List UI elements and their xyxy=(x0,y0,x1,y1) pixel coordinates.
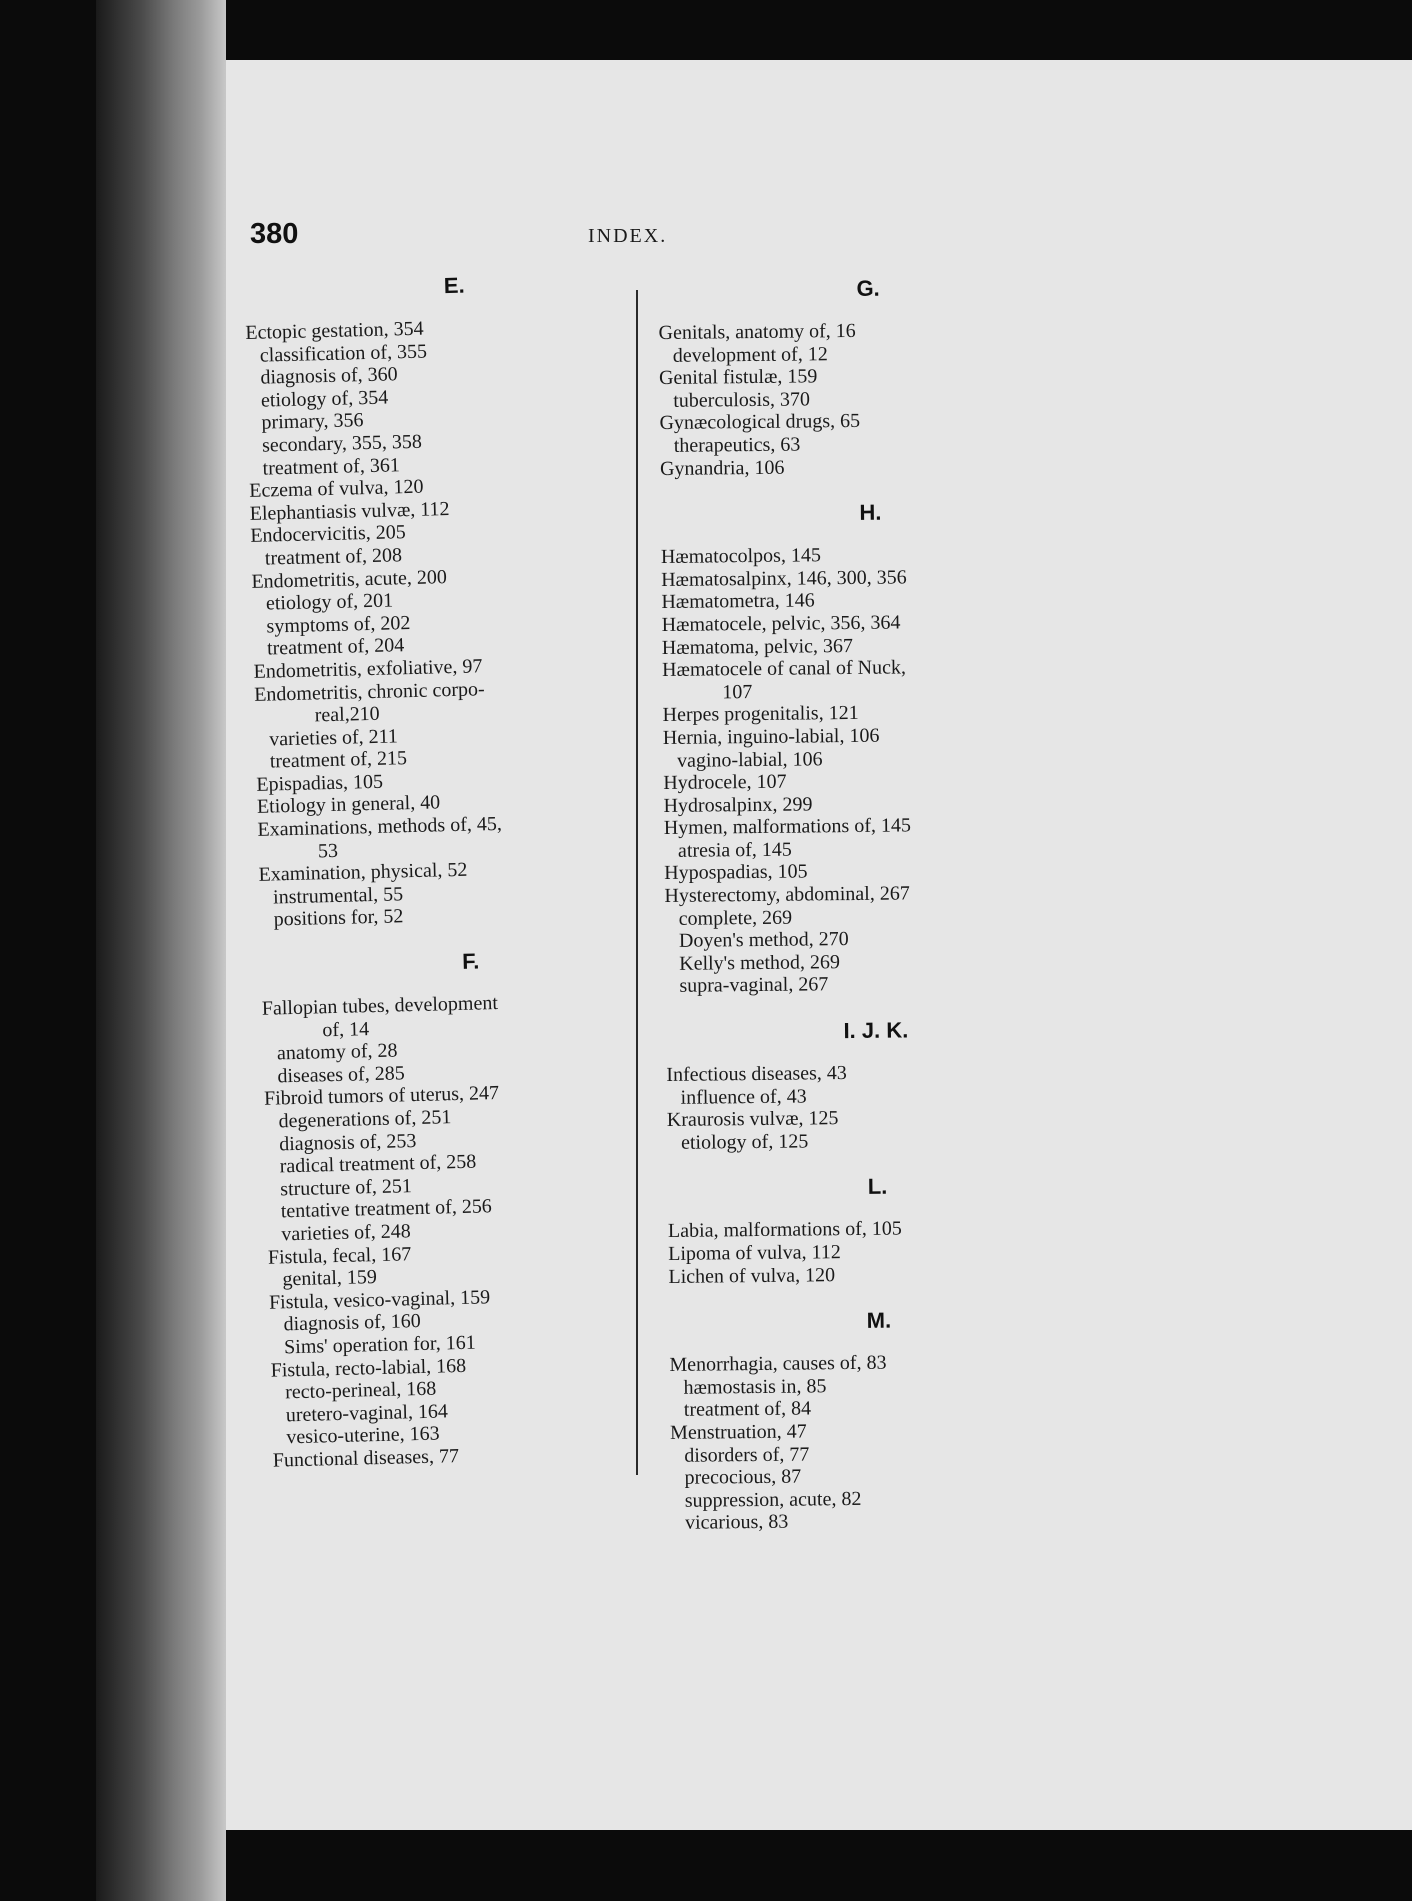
index-subentry: Doyen's method, 270 xyxy=(678,928,849,953)
index-subentry: radical treatment of, 258 xyxy=(279,1150,477,1178)
section-letter-heading: M. xyxy=(866,1307,892,1334)
index-entry: Fistula, recto-labial, 168 xyxy=(270,1354,467,1382)
index-entry: Menorrhagia, causes of, 83 xyxy=(669,1351,887,1377)
running-head: INDEX. xyxy=(588,225,668,247)
index-subentry: treatment of, 84 xyxy=(683,1397,812,1422)
index-entry: Functional diseases, 77 xyxy=(272,1445,460,1472)
index-entry: Eczema of vulva, 120 xyxy=(248,475,424,503)
index-subentry: positions for, 52 xyxy=(273,905,404,931)
index-entry: Hysterectomy, abdominal, 267 xyxy=(664,882,910,908)
index-subentry: uretero-vaginal, 164 xyxy=(285,1400,449,1427)
index-subentry: anatomy of, 28 xyxy=(276,1039,398,1065)
index-entry: Genitals, anatomy of, 16 xyxy=(658,319,856,344)
index-subentry: vagino-labial, 106 xyxy=(676,747,823,772)
index-section xyxy=(244,268,680,932)
index-section xyxy=(666,1016,1087,1155)
index-entry: Lichen of vulva, 120 xyxy=(668,1263,836,1288)
index-subentry: treatment of, 361 xyxy=(262,453,401,480)
index-subentry: complete, 269 xyxy=(678,906,793,930)
index-section xyxy=(261,944,694,1473)
index-entry: Labia, malformations of, 105 xyxy=(667,1217,902,1243)
index-entry: Menstruation, 47 xyxy=(669,1420,807,1444)
page-number: 380 xyxy=(250,218,299,250)
index-column-left xyxy=(244,268,694,1494)
book-page-edges xyxy=(96,0,226,1901)
index-subentry: precocious, 87 xyxy=(684,1465,802,1489)
index-entry-continuation: 107 xyxy=(722,680,753,704)
index-entry: Infectious diseases, 43 xyxy=(666,1062,847,1086)
index-entry: Ectopic gestation, 354 xyxy=(245,317,424,344)
index-entry: Hernia, inguino-labial, 106 xyxy=(662,724,880,749)
index-entry-continuation: real,210 xyxy=(314,702,380,727)
index-subentry: treatment of, 208 xyxy=(264,544,403,570)
index-subentry: secondary, 355, 358 xyxy=(261,430,423,457)
index-entry-continuation: 53 xyxy=(317,839,339,863)
index-entry: Hydrocele, 107 xyxy=(663,770,787,795)
index-entry: Endometritis, acute, 200 xyxy=(251,565,448,593)
index-entry: Fistula, fecal, 167 xyxy=(267,1242,412,1269)
index-subentry: structure of, 251 xyxy=(280,1174,413,1201)
index-subentry: diagnosis of, 253 xyxy=(278,1129,417,1155)
index-subentry: treatment of, 215 xyxy=(269,747,408,773)
index-subentry: supra-vaginal, 267 xyxy=(679,973,829,998)
index-subentry: etiology of, 201 xyxy=(265,589,394,615)
index-subentry: instrumental, 55 xyxy=(272,883,404,909)
index-entry: Epispadias, 105 xyxy=(256,770,384,796)
index-subentry: genital, 159 xyxy=(282,1266,378,1291)
index-subentry: Sims' operation for, 161 xyxy=(283,1331,477,1359)
index-subentry: varieties of, 248 xyxy=(281,1220,412,1246)
index-entry-continuation: of, 14 xyxy=(322,1017,370,1041)
index-subentry: vicarious, 83 xyxy=(684,1511,789,1535)
index-entry: Gynæcological drugs, 65 xyxy=(659,410,861,435)
index-subentry: atresia of, 145 xyxy=(677,838,792,862)
index-subentry: development of, 12 xyxy=(672,342,828,367)
index-subentry: disorders of, 77 xyxy=(684,1443,810,1467)
index-subentry: tentative treatment of, 256 xyxy=(280,1195,493,1223)
index-subentry: vesico-uterine, 163 xyxy=(286,1422,440,1449)
index-entry: Examinations, methods of, 45, xyxy=(257,812,503,841)
index-entry: Hypospadias, 105 xyxy=(664,860,808,885)
index-subentry: therapeutics, 63 xyxy=(673,433,801,457)
index-subentry: etiology of, 125 xyxy=(680,1130,809,1154)
index-section xyxy=(669,1306,1091,1535)
index-entry: Herpes progenitalis, 121 xyxy=(662,702,859,727)
index-entry: Hæmatometra, 146 xyxy=(661,589,815,614)
index-entry: Lipoma of vulva, 112 xyxy=(668,1241,841,1265)
index-subentry: diseases of, 285 xyxy=(277,1062,405,1088)
index-subentry: primary, 356 xyxy=(261,409,364,434)
index-entry: Elephantiasis vulvæ, 112 xyxy=(249,497,450,525)
index-entry: Hæmatocele, pelvic, 356, 364 xyxy=(661,611,901,636)
index-subentry: hæmostasis in, 85 xyxy=(683,1375,827,1399)
section-letter-heading: G. xyxy=(856,275,880,301)
index-entry: Endometritis, exfoliative, 97 xyxy=(253,655,483,683)
index-entry: Kraurosis vulvæ, 125 xyxy=(666,1107,839,1132)
index-entry: Fistula, vesico-vaginal, 159 xyxy=(268,1286,491,1314)
index-entry: Hæmatosalpinx, 146, 300, 356 xyxy=(661,566,907,591)
index-entry: Endometritis, chronic corpo- xyxy=(253,677,485,706)
index-entry: Gynandria, 106 xyxy=(659,456,785,480)
index-subentry: etiology of, 354 xyxy=(260,386,389,412)
index-subentry: varieties of, 211 xyxy=(269,725,399,751)
index-subentry: Kelly's method, 269 xyxy=(679,950,841,975)
section-letter-heading: H. xyxy=(859,499,882,526)
index-subentry: influence of, 43 xyxy=(680,1085,807,1109)
section-letter-heading: E. xyxy=(443,272,465,299)
index-entry: Genital fistulæ, 159 xyxy=(658,365,818,390)
index-entry: Hymen, malformations of, 145 xyxy=(663,814,912,840)
index-section xyxy=(660,498,1085,998)
section-letter-heading: L. xyxy=(867,1174,888,1200)
section-letter-heading: F. xyxy=(461,948,480,974)
index-column-right xyxy=(658,274,1091,1557)
page-bottom-shadow xyxy=(226,1830,1412,1901)
index-subentry: diagnosis of, 360 xyxy=(260,363,398,389)
index-subentry: treatment of, 204 xyxy=(266,634,405,660)
index-subentry: tuberculosis, 370 xyxy=(673,388,811,412)
index-entry: Fibroid tumors of uterus, 247 xyxy=(263,1082,500,1111)
index-subentry: symptoms of, 202 xyxy=(266,611,411,638)
index-entry: Endocervicitis, 205 xyxy=(250,521,407,548)
index-subentry: classification of, 355 xyxy=(259,340,428,367)
index-section xyxy=(658,274,1080,481)
index-entry: Etiology in general, 40 xyxy=(256,791,441,819)
index-section xyxy=(667,1172,1088,1288)
index-subentry: degenerations of, 251 xyxy=(278,1106,452,1133)
index-subentry: diagnosis of, 160 xyxy=(283,1310,422,1336)
index-subentry: suppression, acute, 82 xyxy=(684,1487,862,1512)
index-entry: Fallopian tubes, development xyxy=(261,992,499,1020)
section-letter-heading: I. J. K. xyxy=(843,1017,909,1044)
index-entry: Hæmatoma, pelvic, 367 xyxy=(661,634,854,659)
index-subentry: recto-perineal, 168 xyxy=(284,1377,437,1404)
index-entry: Hæmatocolpos, 145 xyxy=(660,544,822,569)
index-entry: Hæmatocele of canal of Nuck, xyxy=(661,656,907,682)
index-entry: Examination, physical, 52 xyxy=(258,858,468,887)
index-entry: Hydrosalpinx, 299 xyxy=(663,793,813,817)
